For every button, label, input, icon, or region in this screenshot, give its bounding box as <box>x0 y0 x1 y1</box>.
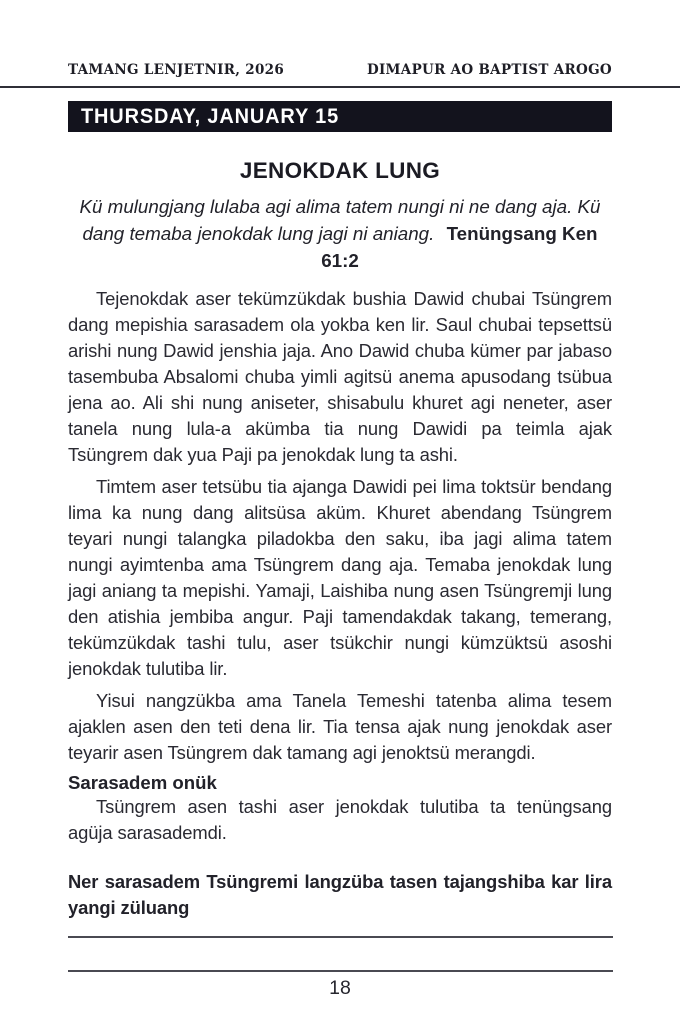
masthead-right-text: DIMAPUR AO BAPTIST AROGO <box>366 62 612 78</box>
writing-line <box>68 970 613 972</box>
prayer-prompt: Ner sarasadem Tsüngremi langzüba tasen tajangshiba kar lira yangi züluang <box>68 871 612 918</box>
devotion-title: JENOKDAK LUNG <box>239 158 441 183</box>
paragraph: Yisui nangzükba ama Tanela Temeshi tatenba alima tesem ajaklen asen den teti dena lir. Tia tensa ajak nung jenokdak aser teyarir asen Tsüngrem dak tamang agi jenoktsü merangdi. <box>68 690 612 763</box>
verse-text: Kü mulungjang lulaba agi alima tatem nungi ni ne dang aja. Kü dang temaba jenokdak lung jagi ni aniang. <box>79 196 601 244</box>
paragraph: Tejenokdak aser tekümzükdak bushia Dawid chubai Tsüngrem dang mepishia sarasadem ola yokba ken lir. Saul chubai tepsettsü arishi nung Dawid jenshia jaja. Ano Dawid chuba kümer par jabaso tasembuba Absalomi chuba yimli agitsü anema apusodang tsübua jena ao. Ali shi nung aniseter, shisabulu khuret agi neneter, aser tanela nung lula-a akümba tia nung Dawidi pa teimla ajak Tsüngrem dak yua Paji pa jenokdak lung ta ashi. <box>68 288 612 465</box>
masthead <box>0 0 680 78</box>
verse-reference: Tenüngsang Ken 61:2 <box>321 223 598 271</box>
section-paragraph: Tsüngrem asen tashi aser jenokdak tulutiba ta tenüngsang agüja sarasademdi. <box>68 796 612 843</box>
page-number: 18 <box>329 977 351 999</box>
devotion-body <box>68 286 612 846</box>
verse-block <box>64 193 616 274</box>
paragraph: Timtem aser tetsübu tia ajanga Dawidi pei lima toktsür bendang lima ka nung dang alitsüsa aküm. Khuret abendang Tsüngrem teyari nungi talangka piladokba den saku, iba jagi alima tatem nungi ayimtenba ama Tsüngrem dang aja. Temaba jenokdak lung jagi aniang ta mepishi. Yamaji, Laishiba nung asen Tsüngremji lung den atishia jembiba angur. Paji tamendakdak takang, temerang, tekümzükdak tashi tulu, aser tsükchir nungi kümzüktsü asoshi jenokdak tulutiba lir. <box>68 476 612 679</box>
section-heading: Sarasadem onük <box>68 772 217 793</box>
masthead-left-text: TAMANG LENJETNIR, 2026 <box>68 62 285 78</box>
date-banner <box>68 101 612 132</box>
date-banner-label: THURSDAY, JANUARY 15 <box>81 104 340 128</box>
writing-line <box>68 936 613 938</box>
masthead-rule <box>0 86 680 88</box>
